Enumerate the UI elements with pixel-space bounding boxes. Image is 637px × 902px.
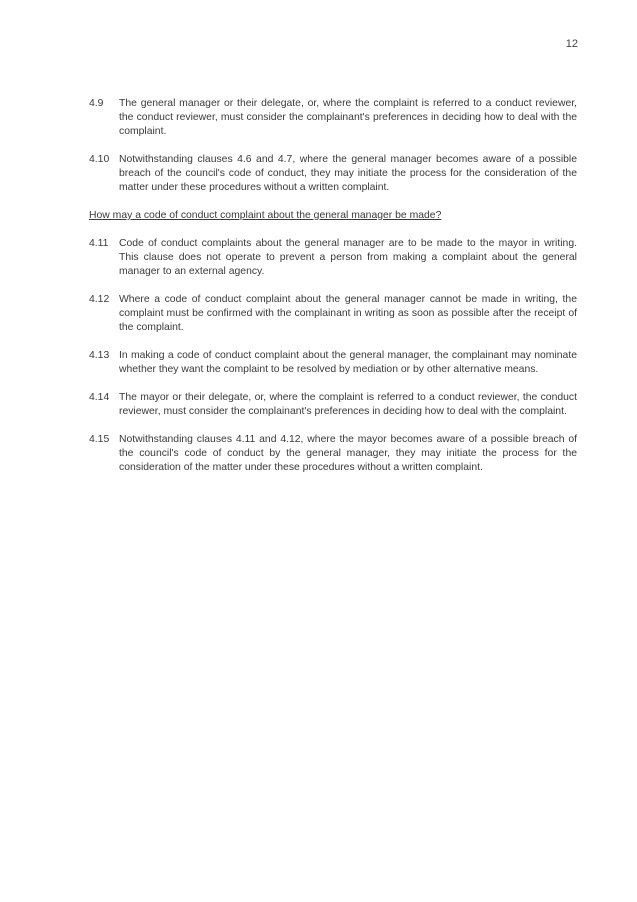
clause-number: 4.13 (89, 350, 110, 361)
clause-text: Where a code of conduct complaint about the general manager cannot be made in writing, the complaint must be confirmed with the complainant in writing as soon as possible after the receipt of the complaint. (119, 294, 577, 333)
clause-text: In making a code of conduct complaint about the general manager, the complainant may nominate whether they want the complaint to be resolved by mediation or by other alternative means. (119, 350, 577, 375)
clause-number: 4.12 (89, 294, 110, 305)
clause-number: 4.10 (89, 154, 110, 165)
page-number: 12 (565, 38, 578, 50)
clause-4-15 (89, 433, 577, 475)
clause-text: Notwithstanding clauses 4.6 and 4.7, where the general manager becomes aware of a possible breach of the council's code of conduct, they may initiate the process for the consideration of the matter under these procedures without a written complaint. (119, 154, 577, 193)
clause-text: The mayor or their delegate, or, where the complaint is referred to a conduct reviewer, the conduct reviewer, must consider the complainant's preferences in deciding how to deal with the complaint. (119, 392, 577, 417)
section-heading: How may a code of conduct complaint about the general manager be made? (89, 210, 442, 221)
clause-number: 4.11 (89, 238, 109, 249)
clause-4-14 (89, 391, 577, 419)
clause-number: 4.14 (89, 392, 110, 403)
clause-4-11 (89, 237, 577, 279)
clause-4-9 (89, 97, 577, 139)
document-body (89, 97, 577, 489)
clause-number: 4.15 (89, 434, 110, 445)
clause-number: 4.9 (89, 98, 104, 109)
clause-text: Notwithstanding clauses 4.11 and 4.12, where the mayor becomes aware of a possible breach of the council's code of conduct by the general manager, they may initiate the process for the consideration of the matter under these procedures without a written complaint. (119, 434, 577, 473)
clause-4-10 (89, 153, 577, 195)
clause-4-13 (89, 349, 577, 377)
clause-text: Code of conduct complaints about the general manager are to be made to the mayor in writing. This clause does not operate to prevent a person from making a complaint about the general manager to an external agency. (119, 238, 577, 277)
clause-text: The general manager or their delegate, or, where the complaint is referred to a conduct reviewer, the conduct reviewer, must consider the complainant's preferences in deciding how to deal with the complaint. (119, 98, 577, 137)
clause-4-12 (89, 293, 577, 335)
